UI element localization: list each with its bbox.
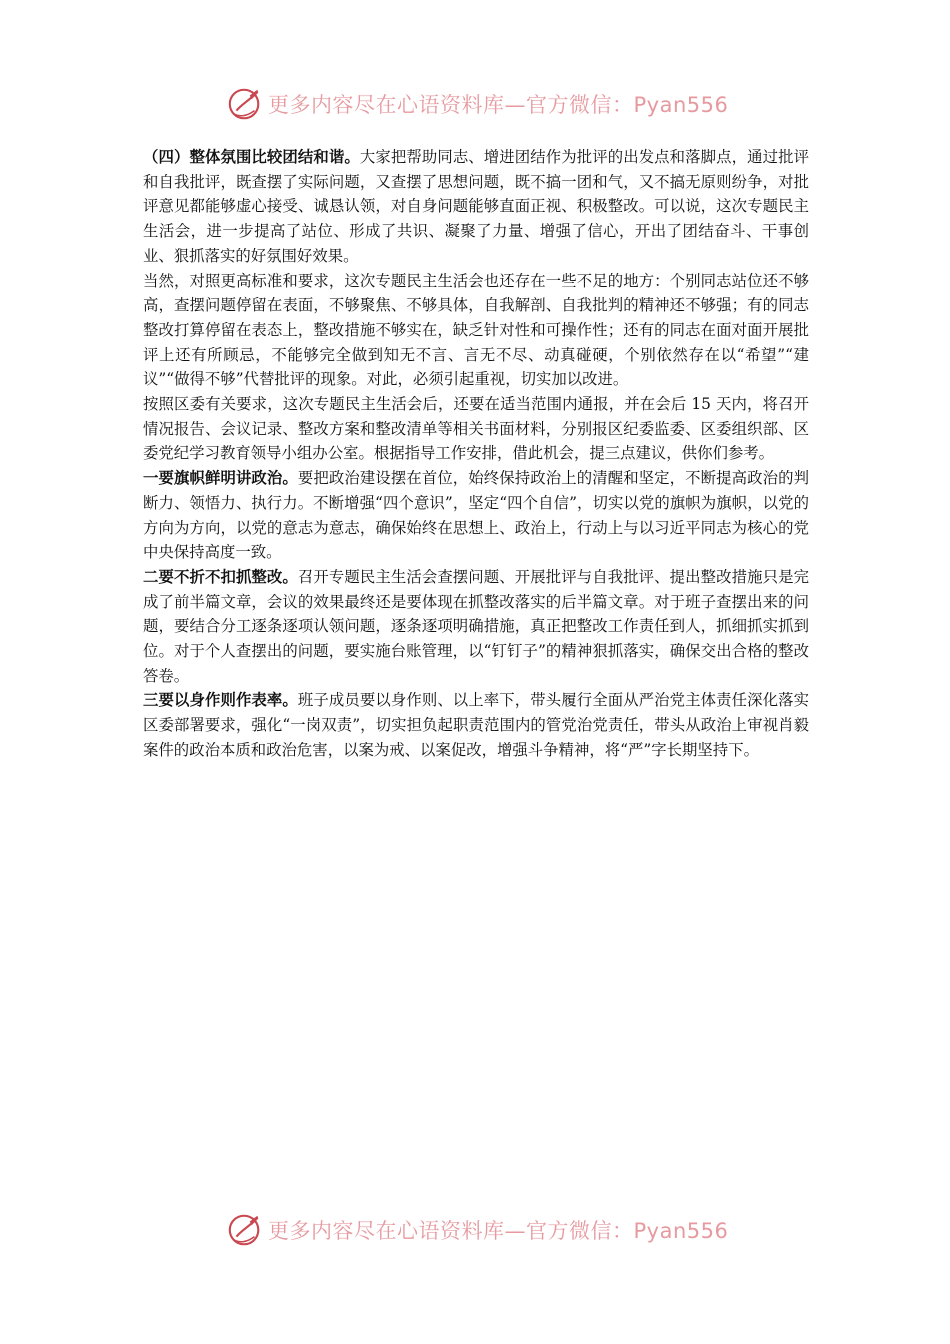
- footer-banner: [226, 1210, 728, 1250]
- paragraph-text: 要把政治建设摆在首位，始终保持政治上的清醒和坚定，不断提高政治的判断力、领悟力、执行力。不断增强“四个意识”，坚定“四个自信”，切实以党的旗帜为旗帜，以党的方向为方向，以党的意志为意志，确保始终在思想上、政治上，行动上与以习近平同志为核心的党中央保持高度一致。: [143, 469, 809, 562]
- paragraph-heading: 一要旗帜鲜明讲政治。: [143, 469, 298, 488]
- paragraph-suggestion-2: [143, 565, 809, 689]
- paragraph-heading: 三要以身作则作表率。: [143, 691, 298, 710]
- paragraph-text: 当然，对照更高标准和要求，这次专题民主生活会也还存在一些不足的地方：个别同志站位还不够高，查摆问题停留在表面，不够聚焦、不够具体，自我解剖、自我批判的精神还不够强；有的同志整改打算停留在表态上，整改措施不够实在，缺乏针对性和可操作性；还有的同志在面对面开展批评上还有所顾忌，不能够完全做到知无不言、言无不尽、动真碰硬，个别依然存在以“希望”“建议”“做得不够”代替批评的现象。对此，必须引起重视，切实加以改进。: [143, 271, 809, 389]
- pen-signature-logo-icon: [226, 1211, 264, 1249]
- paragraph-heading: （四）整体氛围比较团结和谐。: [143, 148, 360, 166]
- paragraph-text: 按照区委有关要求，这次专题民主生活会后，还要在适当范围内通报，并在会后 15 天内，将召开情况报告、会议记录、整改方案和整改清单等相关书面材料，分别报区纪委监委、区委组织部、区委党纪学习教育领导小组办公室。根据指导工作安排，借此机会，提三点建议，供你们参考。: [143, 395, 809, 463]
- footer-banner-text: 更多内容尽在心语资料库—官方微信：Pyan556: [268, 1219, 729, 1243]
- pen-signature-logo-icon: [226, 85, 264, 123]
- header-banner-text: 更多内容尽在心语资料库—官方微信：Pyan556: [268, 93, 729, 117]
- paragraph-text: 召开专题民主生活会查摆问题、开展批评与自我批评、提出整改措施只是完成了前半篇文章，会议的效果最终还是要体现在抓整改落实的后半篇文章。对于班子查摆出来的问题，要结合分工逐条逐项认领问题，逐条逐项明确措施，真正把整改工作责任到人，抓细抓实抓到位。对于个人查摆出的问题，要实施台账管理，以“钉钉子”的精神狠抓落实，确保交出合格的整改答卷。: [143, 567, 809, 685]
- paragraph-requirements: [143, 392, 809, 466]
- paragraph-heading: 二要不折不扣抓整改。: [143, 567, 298, 586]
- document-body: [143, 145, 809, 763]
- paragraph-text: 班子成员要以身作则、以上率下，带头履行全面从严治党主体责任深化落实区委部署要求，强化“一岗双责”，切实担负起职责范围内的管党治党责任，带头从政治上审视肖毅案件的政治本质和政治危害，以案为戒、以案促改，增强斗争精神，将“严”字长期坚持下。: [143, 691, 809, 759]
- paragraph-suggestion-3: [143, 688, 809, 762]
- paragraph-suggestion-1: [143, 466, 809, 565]
- paragraph-atmosphere: [143, 145, 809, 269]
- header-banner: [226, 84, 728, 124]
- paragraph-shortcomings: [143, 269, 809, 393]
- paragraph-text: 大家把帮助同志、增进团结作为批评的出发点和落脚点，通过批评和自我批评，既查摆了实际问题，又查摆了思想问题，既不搞一团和气，又不搞无原则纷争，对批评意见都能够虚心接受、诚恳认领，对自身问题能够直面正视、积极整改。可以说，这次专题民主生活会，进一步提高了站位、形成了共识、凝聚了力量、增强了信心，开出了团结奋斗、干事创业、狠抓落实的好氛围好效果。: [143, 148, 809, 265]
